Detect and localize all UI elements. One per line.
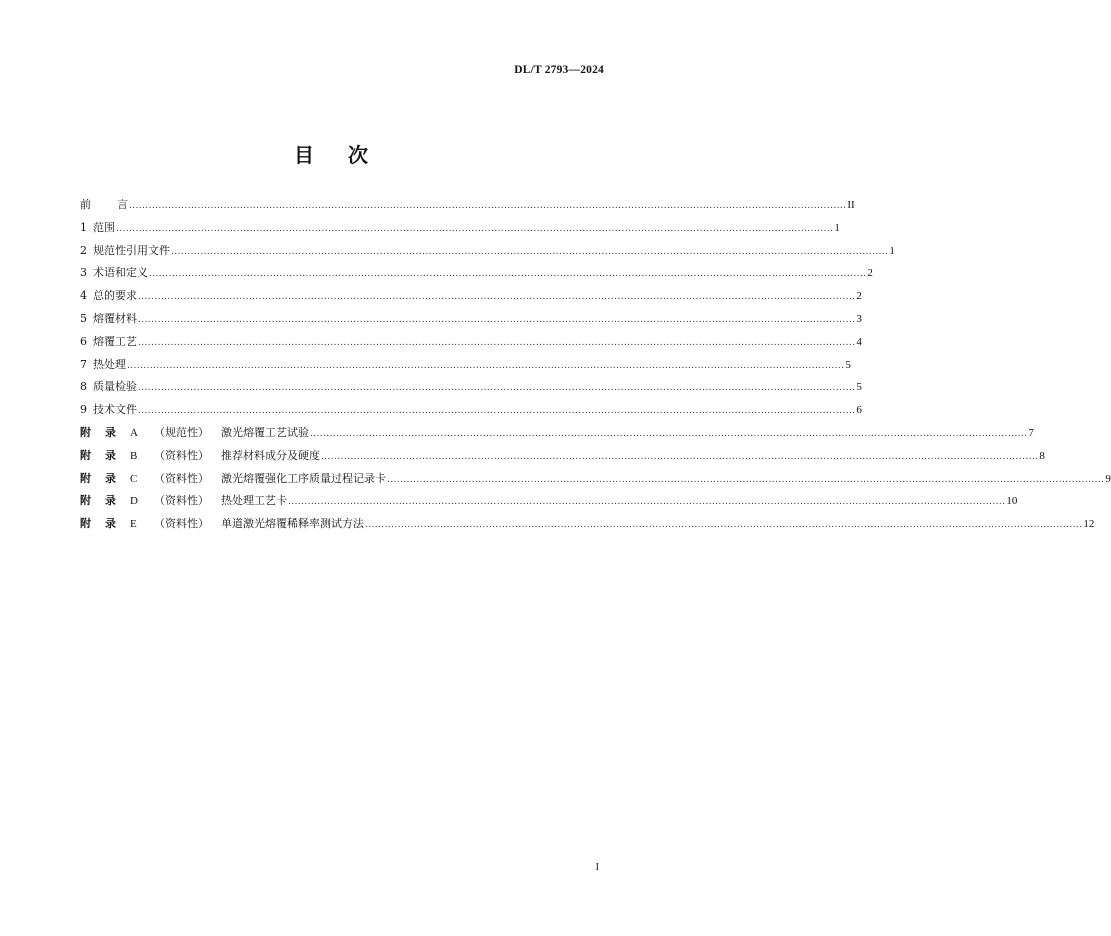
toc-page-number: 2 — [867, 267, 873, 280]
page-title-char-1: 目 — [294, 143, 314, 167]
toc-entry-section[interactable] — [80, 376, 862, 399]
toc-leader-dots: ............................................................................................................................................................................................................................ — [321, 451, 1039, 462]
toc-leader-dots: ............................................................................................................................................................................................................................ — [127, 360, 845, 371]
toc-page-number: 2 — [856, 290, 862, 303]
toc-leader-dots: ............................................................................................................................................................................................................................ — [310, 428, 1028, 439]
toc-page-number: 8 — [1039, 449, 1045, 462]
toc-entry-label: 附 录 E （资料性） 单道激光熔覆稀释率测试方法 — [80, 517, 364, 531]
toc-entry-label: 9 技术文件 — [80, 403, 137, 417]
toc-entry-section[interactable] — [80, 285, 862, 308]
toc-page-number: 1 — [889, 244, 895, 257]
toc-entry-section[interactable] — [80, 262, 873, 285]
toc-leader-dots: ............................................................................................................................................................................................................................ — [149, 269, 867, 280]
toc-entry-section[interactable] — [80, 217, 840, 240]
toc-leader-dots: ............................................................................................................................................................................................................................ — [138, 292, 856, 303]
toc-page-number: II — [847, 199, 855, 211]
toc-entry-appendix[interactable] — [80, 513, 1095, 536]
toc-leader-dots: ............................................................................................................................................................................................................................ — [138, 383, 856, 394]
page-number: I — [595, 862, 599, 873]
toc-entry-section[interactable] — [80, 308, 862, 331]
toc-entry-label: 附 录 C （资料性） 激光熔覆强化工序质量过程记录卡 — [80, 471, 386, 485]
toc-entry-label: 附 录 B （资料性） 推荐材料成分及硬度 — [80, 448, 320, 462]
toc-page-number: 5 — [845, 358, 851, 371]
toc-page-number: 10 — [1006, 495, 1018, 508]
toc-entry-appendix[interactable] — [80, 422, 1034, 445]
toc-leader-dots: ............................................................................................................................................................................................................................ — [138, 314, 856, 325]
page-title — [0, 139, 662, 168]
toc-page-number: 7 — [1028, 426, 1034, 439]
toc-entry-label: 前 言 — [80, 198, 128, 211]
toc-entry-foreword[interactable] — [80, 194, 855, 217]
toc-leader-dots: ............................................................................................................................................................................................................................ — [387, 474, 1105, 485]
toc-leader-dots: ............................................................................................................................................................................................................................ — [365, 520, 1083, 531]
table-of-contents — [80, 194, 1111, 536]
toc-entry-section[interactable] — [80, 331, 862, 354]
toc-entry-label: 附 录 D （资料性） 热处理工艺卡 — [80, 494, 287, 508]
toc-page-number: 1 — [834, 221, 840, 234]
toc-entry-label: 4 总的要求 — [80, 289, 137, 303]
toc-page-number: 3 — [856, 312, 862, 325]
toc-leader-dots: ............................................................................................................................................................................................................................ — [129, 201, 847, 211]
toc-entry-label: 6 熔覆工艺 — [80, 334, 137, 348]
toc-entry-section[interactable] — [80, 399, 862, 422]
toc-page-number: 9 — [1105, 472, 1111, 485]
toc-page-number: 5 — [856, 381, 862, 394]
toc-page-number: 6 — [856, 404, 862, 417]
toc-page-number: 4 — [856, 335, 862, 348]
toc-leader-dots: ............................................................................................................................................................................................................................ — [116, 223, 834, 234]
toc-leader-dots: ............................................................................................................................................................................................................................ — [171, 246, 889, 257]
toc-entry-section[interactable] — [80, 240, 895, 263]
toc-entry-label: 5 熔覆材料 — [80, 311, 137, 325]
toc-entry-label: 附 录 A （规范性） 激光熔覆工艺试验 — [80, 425, 309, 439]
toc-leader-dots: ............................................................................................................................................................................................................................ — [138, 406, 856, 417]
toc-entry-appendix[interactable] — [80, 445, 1045, 468]
toc-entry-appendix[interactable] — [80, 468, 1111, 491]
toc-page-number: 12 — [1083, 518, 1095, 531]
toc-entry-label: 7 热处理 — [80, 357, 126, 371]
toc-entry-section[interactable] — [80, 354, 851, 377]
toc-entry-appendix[interactable] — [80, 490, 1018, 513]
toc-leader-dots: ............................................................................................................................................................................................................................ — [288, 497, 1006, 508]
toc-leader-dots: ............................................................................................................................................................................................................................ — [138, 337, 856, 348]
toc-entry-label: 3 术语和定义 — [80, 266, 148, 280]
toc-entry-label: 2 规范性引用文件 — [80, 243, 170, 257]
toc-entry-label: 1 范围 — [80, 220, 115, 234]
page-title-char-2: 次 — [348, 143, 368, 167]
standard-code: DL/T 2793—2024 — [514, 64, 604, 76]
toc-entry-label: 8 质量检验 — [80, 380, 137, 394]
